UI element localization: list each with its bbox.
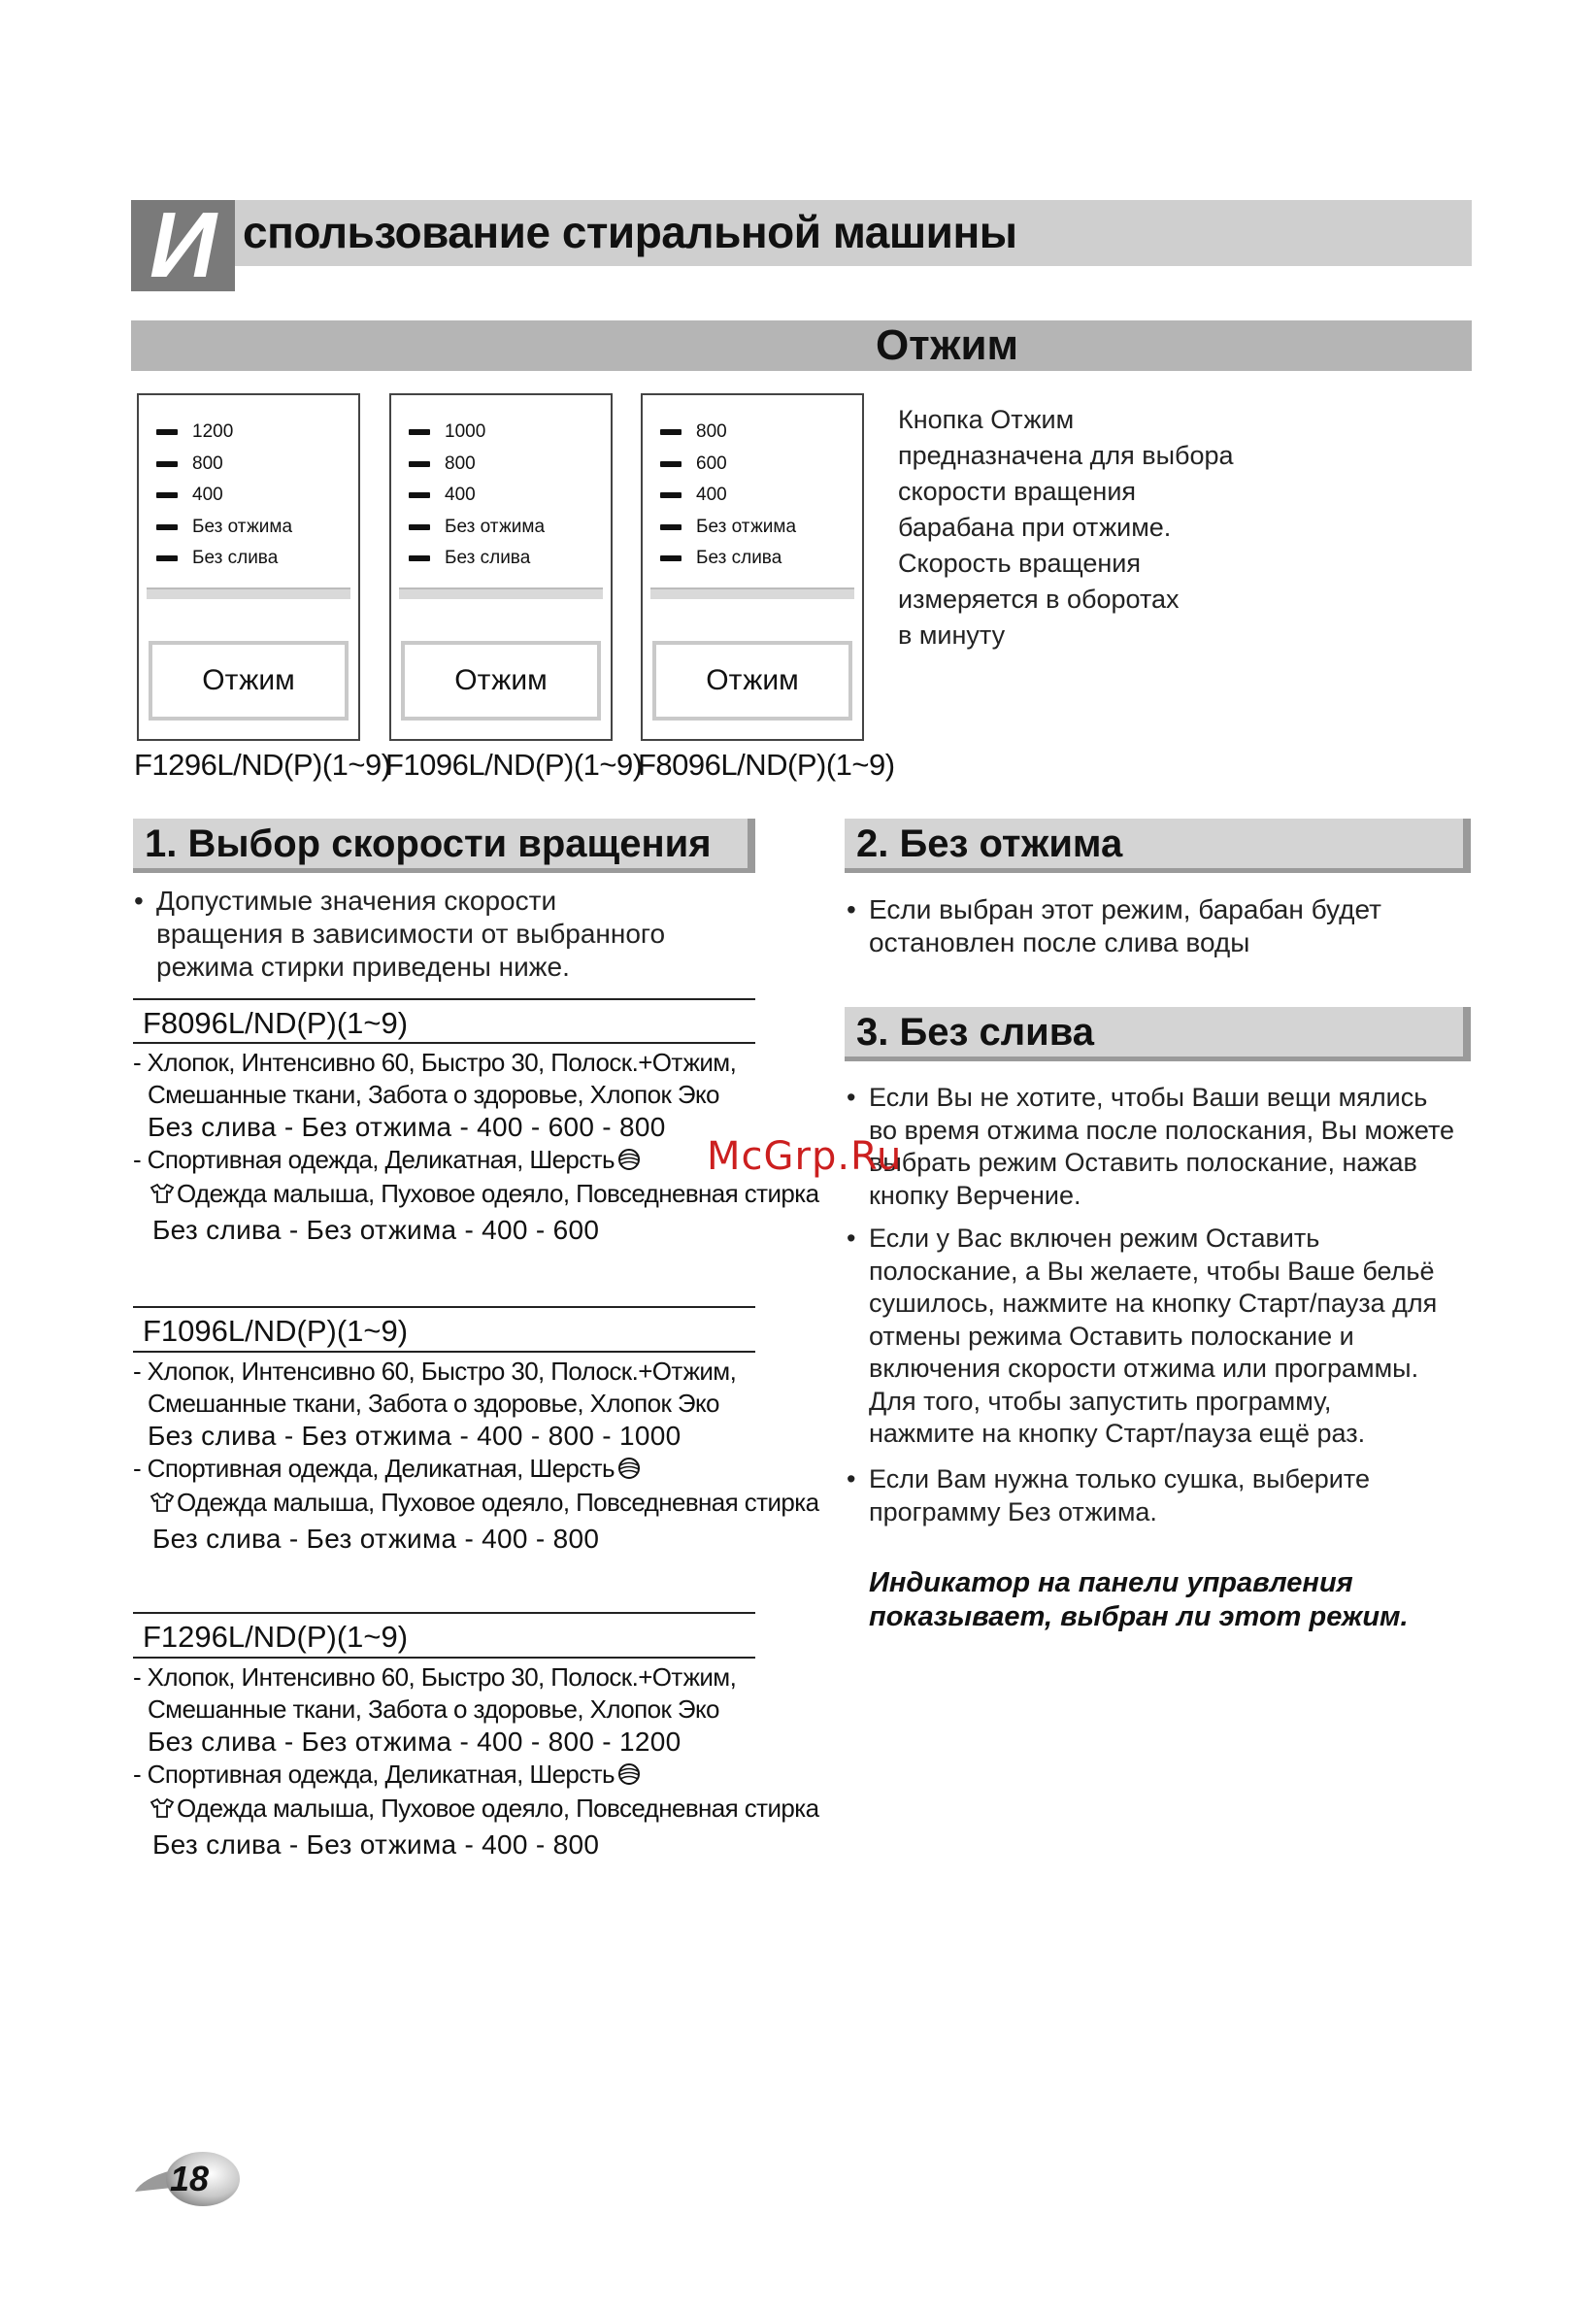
section3-bullet: • Если Вам нужна только сушка, выберите программу Без отжима. <box>847 1464 1370 1526</box>
led-indicator-icon <box>156 429 178 435</box>
page-number: 18 <box>170 2159 210 2198</box>
control-panel-f1296 <box>137 393 360 741</box>
speed-option: Без слива <box>445 543 611 575</box>
bullet-dot: • <box>134 886 144 916</box>
program-list-line: - Хлопок, Интенсивно 60, Быстро 30, Полоск.+Отжим, <box>133 1662 737 1692</box>
speed-option: 1000 <box>445 417 611 449</box>
program-list-line: Смешанные ткани, Забота о здоровье, Хлопок Эко <box>148 1389 719 1418</box>
panel-model-label: F1296L/ND(P)(1~9) <box>134 748 391 782</box>
speed-option: Без отжима <box>696 512 862 544</box>
speed-option: Без слива <box>192 543 358 575</box>
divider <box>133 1657 755 1659</box>
led-indicator-icon <box>409 429 430 435</box>
control-panel-f1096 <box>389 393 613 741</box>
control-panel-f8096 <box>641 393 864 741</box>
spin-speed-list <box>643 395 862 575</box>
program-list-line: Смешанные ткани, Забота о здоровье, Хлопок Эко <box>148 1694 719 1724</box>
model-title: F1296L/ND(P)(1~9) <box>143 1620 409 1654</box>
speed-option: Без слива <box>696 543 862 575</box>
bullet-dot: • <box>847 1083 856 1112</box>
indicator-note: Индикатор на панели управления показывает, выбран ли этот режим. <box>869 1567 1409 1632</box>
section3-bullet: • Если у Вас включен режим Оставить полоскание, а Вы желаете, чтобы Ваше бельё сушилось, нажмите на кнопку Старт/пауза для отмены режима Оставить полоскание и включения скорости отжима или программы. Для того, чтобы запустить программу, нажмите на кнопку Старт/пауза ещё раз. <box>847 1224 1438 1448</box>
header-initial-letter: И <box>149 193 217 297</box>
watermark: McGrp.Ru <box>707 1134 903 1179</box>
program-list-line: - Спортивная одежда, Деликатная, Шерсть <box>133 1144 644 1176</box>
led-indicator-icon <box>409 555 430 561</box>
speed-option: 400 <box>445 480 611 512</box>
section1-heading: 1. Выбор скорости вращения <box>133 819 755 873</box>
program-list-line: Одежда малыша, Пуховое одеяло, Повседневная стирка <box>148 1487 818 1519</box>
bullet-dot: • <box>847 894 856 924</box>
program-list-line: Одежда малыша, Пуховое одеяло, Повседневная стирка <box>148 1178 818 1210</box>
speed-option: 1200 <box>192 417 358 449</box>
speed-option: Без отжима <box>445 512 611 544</box>
led-indicator-icon <box>660 461 682 467</box>
led-indicator-icon <box>660 492 682 498</box>
led-indicator-icon <box>156 492 178 498</box>
spin-button-description: Кнопка Отжим предназначена для выбора скорости вращения барабана при отжиме. Скорость вращения измеряется в оборотах в минуту <box>898 405 1234 650</box>
baby-clothes-icon <box>148 1182 177 1205</box>
led-indicator-icon <box>409 492 430 498</box>
section2-bullet: • Если выбран этот режим, барабан будет остановлен после слива воды <box>847 894 1381 957</box>
bullet-dot: • <box>847 1224 856 1253</box>
section3-heading: 3. Без слива <box>845 1007 1471 1061</box>
panel-divider <box>147 587 350 599</box>
section2-heading: 2. Без отжима <box>845 819 1471 873</box>
section3-bullet: • Если Вы не хотите, чтобы Ваши вещи мялись во время отжима после полоскания, Вы можете выбрать режим Оставить полоскание, нажав кнопку Верчение. <box>847 1083 1455 1210</box>
spin-button: Отжим <box>401 641 601 721</box>
panel-model-label: F1096L/ND(P)(1~9) <box>385 748 643 782</box>
speed-sequence: Без слива - Без отжима - 400 - 800 <box>152 1524 600 1554</box>
divider <box>133 1351 755 1353</box>
led-indicator-icon <box>156 524 178 530</box>
led-indicator-icon <box>409 524 430 530</box>
bullet-dot: • <box>847 1464 856 1493</box>
divider <box>133 998 755 1000</box>
speed-option: 800 <box>696 417 862 449</box>
baby-clothes-icon <box>148 1796 177 1820</box>
divider <box>133 1612 755 1614</box>
led-indicator-icon <box>156 555 178 561</box>
speed-sequence: Без слива - Без отжима - 400 - 800 - 1000 <box>148 1421 682 1451</box>
speed-option: 400 <box>192 480 358 512</box>
section1-bullet: • Допустимые значения скорости вращения в зависимости от выбранного режима стирки приведены ниже. <box>134 886 666 982</box>
section-title: Отжим <box>875 321 1019 369</box>
page-title: спользование стиральной машины <box>243 207 1017 257</box>
speed-sequence: Без слива - Без отжима - 400 - 600 <box>152 1215 600 1245</box>
led-indicator-icon <box>409 461 430 467</box>
speed-option: 400 <box>696 480 862 512</box>
program-list-line: Одежда малыша, Пуховое одеяло, Повседневная стирка <box>148 1793 818 1825</box>
led-indicator-icon <box>660 524 682 530</box>
divider <box>133 1306 755 1308</box>
program-list-line: - Хлопок, Интенсивно 60, Быстро 30, Полоск.+Отжим, <box>133 1048 737 1077</box>
speed-sequence: Без слива - Без отжима - 400 - 800 - 1200 <box>148 1727 682 1757</box>
speed-sequence: Без слива - Без отжима - 400 - 800 <box>152 1829 600 1860</box>
program-list-line: - Спортивная одежда, Деликатная, Шерсть <box>133 1453 644 1485</box>
panel-divider <box>399 587 603 599</box>
led-indicator-icon <box>660 429 682 435</box>
speed-option: 600 <box>696 449 862 481</box>
model-title: F1096L/ND(P)(1~9) <box>143 1314 409 1348</box>
wool-ball-icon <box>615 1762 644 1786</box>
divider <box>133 1042 755 1044</box>
panel-divider <box>650 587 854 599</box>
model-title: F8096L/ND(P)(1~9) <box>143 1006 409 1040</box>
spin-button: Отжим <box>149 641 349 721</box>
speed-option: Без отжима <box>192 512 358 544</box>
panel-model-label: F8096L/ND(P)(1~9) <box>638 748 895 782</box>
spin-speed-list <box>391 395 611 575</box>
led-indicator-icon <box>156 461 178 467</box>
speed-sequence: Без слива - Без отжима - 400 - 600 - 800 <box>148 1112 666 1142</box>
program-list-line: - Спортивная одежда, Деликатная, Шерсть <box>133 1759 644 1791</box>
speed-option: 800 <box>192 449 358 481</box>
baby-clothes-icon <box>148 1491 177 1514</box>
spin-button: Отжим <box>652 641 852 721</box>
speed-option: 800 <box>445 449 611 481</box>
wool-ball-icon <box>615 1457 644 1480</box>
led-indicator-icon <box>660 555 682 561</box>
program-list-line: Смешанные ткани, Забота о здоровье, Хлопок Эко <box>148 1080 719 1109</box>
wool-ball-icon <box>615 1148 644 1171</box>
spin-speed-list <box>139 395 358 575</box>
program-list-line: - Хлопок, Интенсивно 60, Быстро 30, Полоск.+Отжим, <box>133 1357 737 1386</box>
